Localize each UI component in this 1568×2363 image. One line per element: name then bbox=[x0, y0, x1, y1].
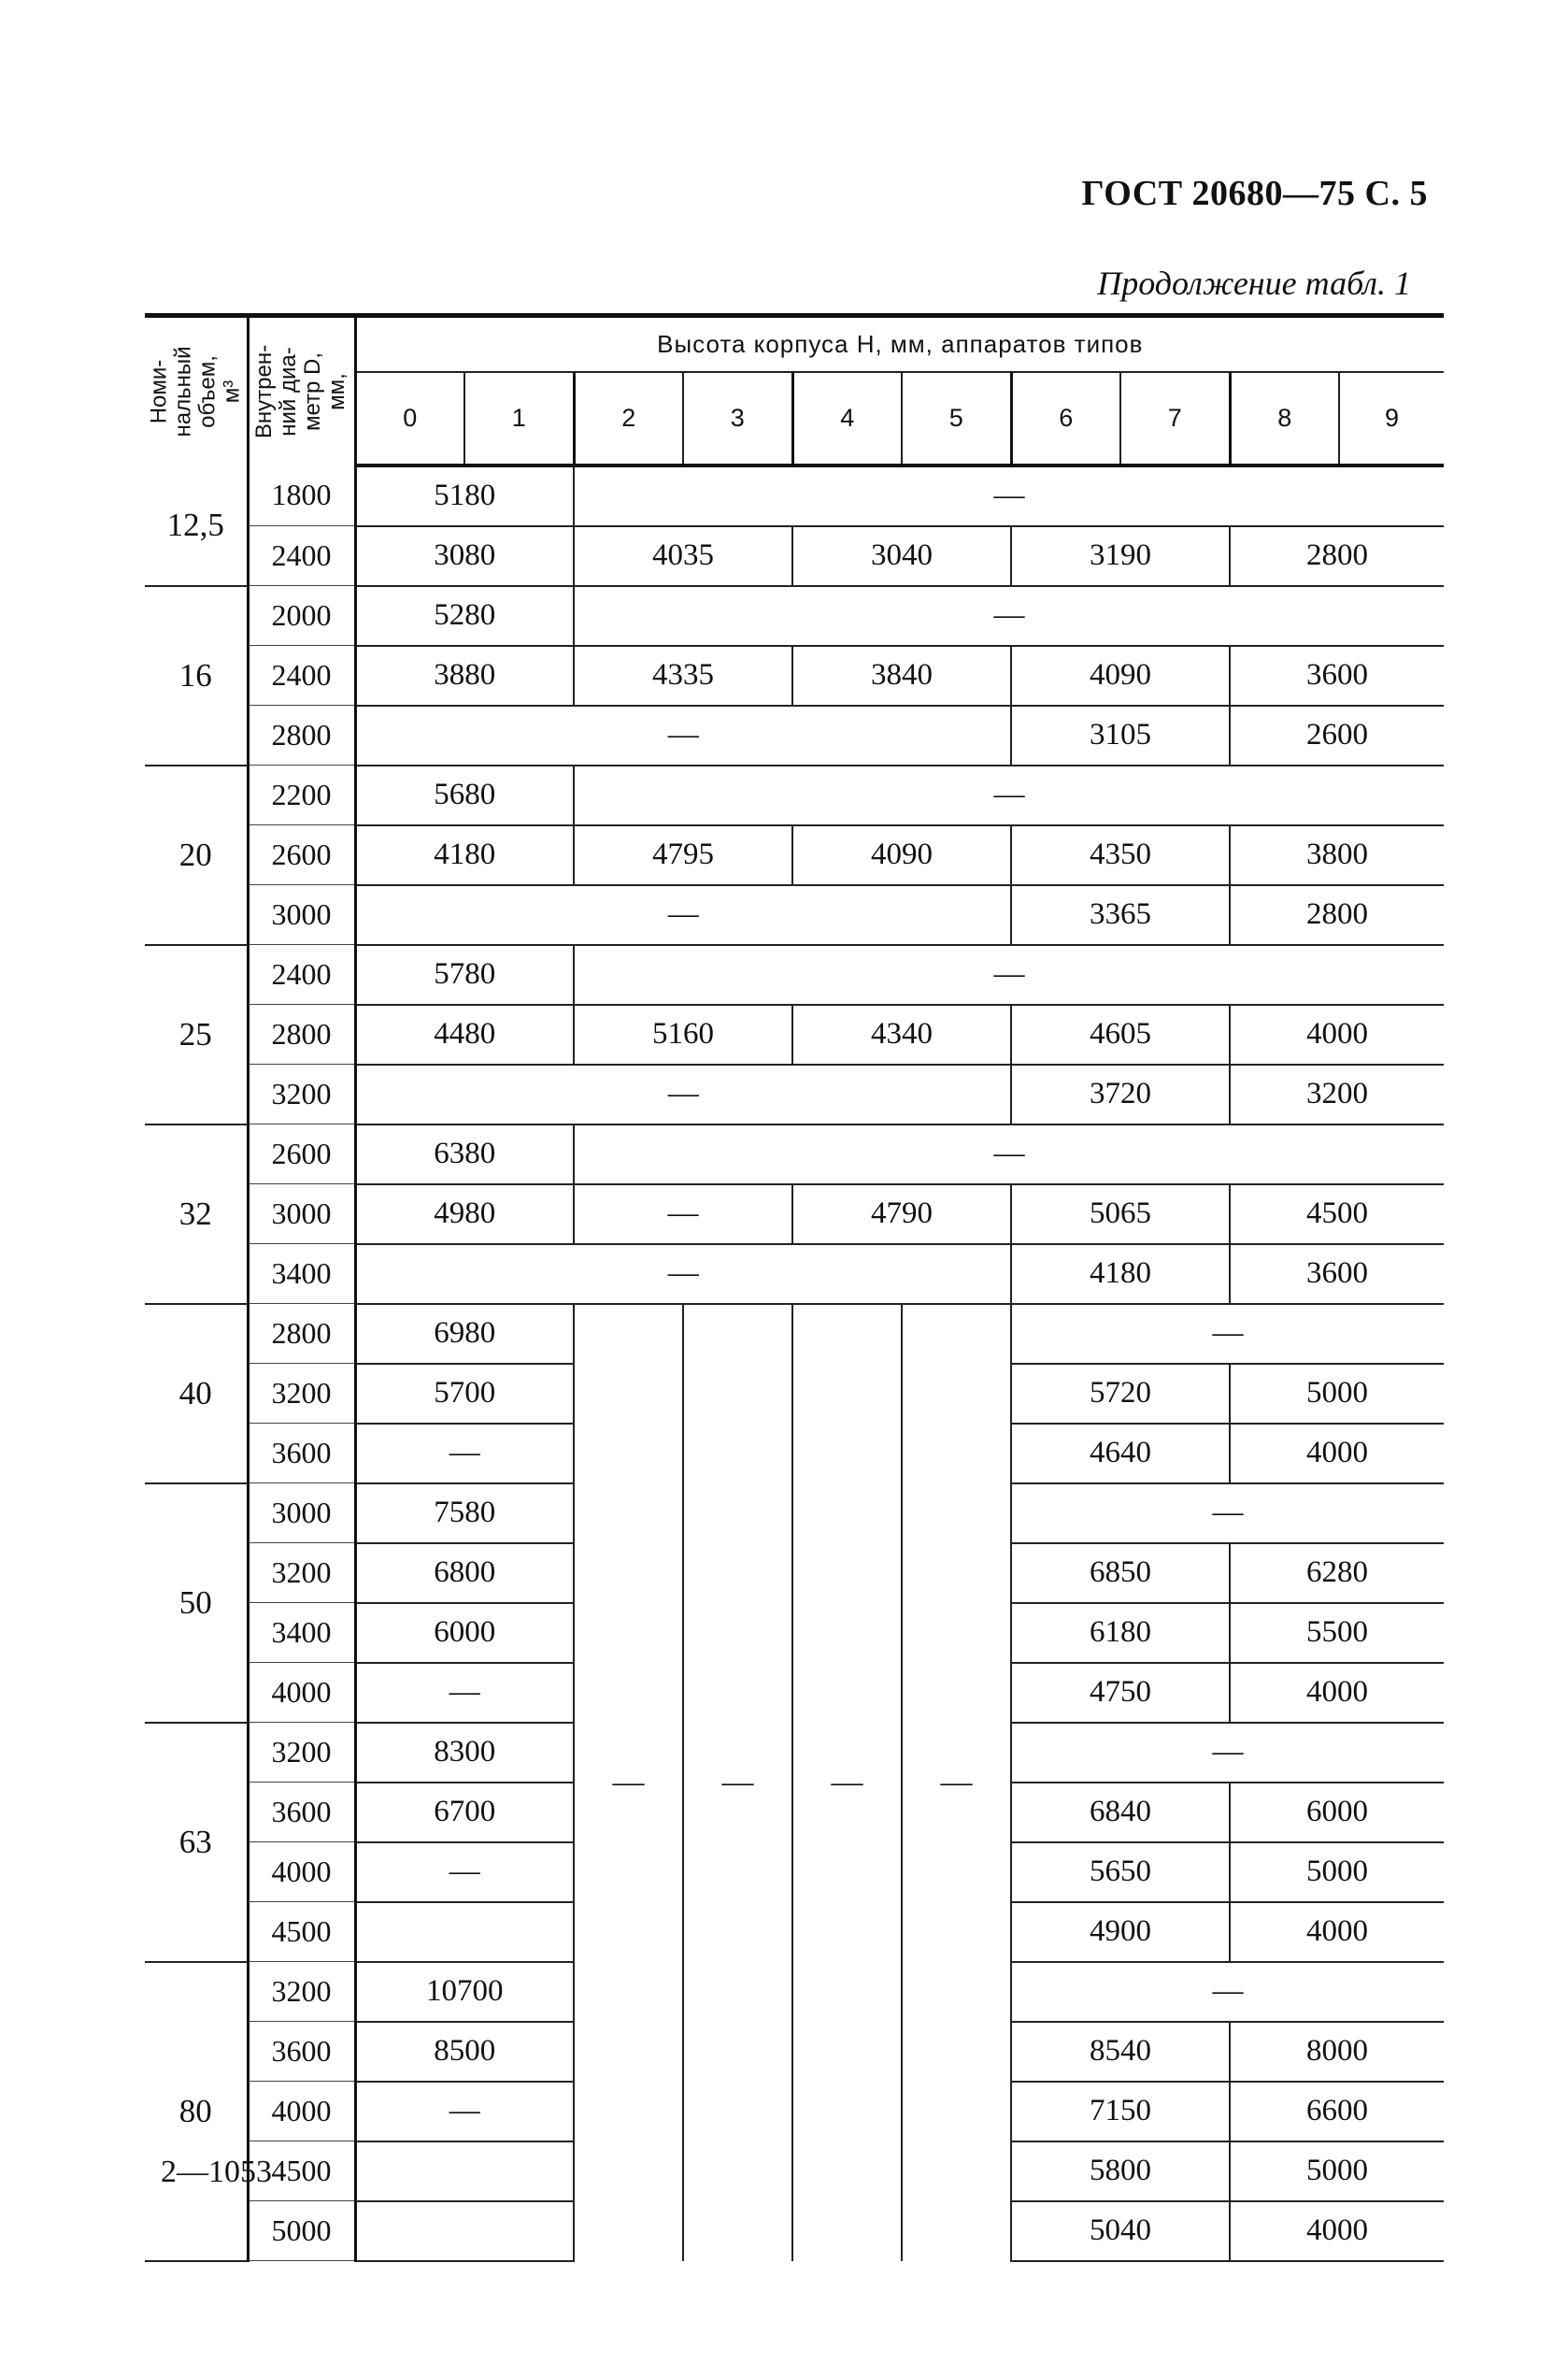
value-type-8-9: 5000 bbox=[1230, 2141, 1444, 2201]
volume-cell: 16 bbox=[145, 586, 248, 766]
diameter-cell: 3600 bbox=[248, 1783, 355, 1842]
value-type-6-7: 4640 bbox=[1011, 1424, 1230, 1483]
value-type-6-7: 6840 bbox=[1011, 1783, 1230, 1842]
diameter-cell: 2400 bbox=[248, 646, 355, 706]
table-row bbox=[145, 1065, 1444, 1124]
value-type-0-1: 4180 bbox=[355, 825, 574, 885]
table-row bbox=[145, 1124, 1444, 1184]
value-type-0-1: 5180 bbox=[355, 465, 574, 526]
value-type-4-5: 3840 bbox=[792, 646, 1011, 706]
value-type-6-7: 5720 bbox=[1011, 1364, 1230, 1424]
value-type-0-1: 8500 bbox=[355, 2022, 574, 2082]
volume-cell: 20 bbox=[145, 766, 248, 945]
value-type-6-7: 4750 bbox=[1011, 1663, 1230, 1723]
value-types-6-9: — bbox=[1011, 1962, 1444, 2022]
value-type-3-block: — bbox=[683, 1304, 792, 2261]
value-type-8-9: 5500 bbox=[1230, 1603, 1444, 1663]
table-row bbox=[145, 766, 1444, 825]
diameter-cell: 4000 bbox=[248, 2082, 355, 2141]
value-type-2-3: 5160 bbox=[574, 1005, 792, 1065]
header-type-4: 4 bbox=[792, 372, 902, 465]
volume-cell: 80 bbox=[145, 1962, 248, 2261]
table-row bbox=[145, 1184, 1444, 1244]
diameter-cell: 3400 bbox=[248, 1244, 355, 1304]
table-row bbox=[145, 526, 1444, 586]
header-type-9: 9 bbox=[1339, 372, 1444, 465]
value-type-8-9: 4500 bbox=[1230, 1184, 1444, 1244]
value-type-0-1: 6700 bbox=[355, 1783, 574, 1842]
diameter-cell: 2400 bbox=[248, 526, 355, 586]
diameter-cell: 4500 bbox=[248, 2141, 355, 2201]
value-types-2-9: — bbox=[574, 465, 1444, 526]
diameter-cell: 3600 bbox=[248, 2022, 355, 2082]
value-type-6-7: 4090 bbox=[1011, 646, 1230, 706]
value-type-6-7: 3190 bbox=[1011, 526, 1230, 586]
value-types-2-9: — bbox=[574, 766, 1444, 825]
value-types-6-9: — bbox=[1011, 1304, 1444, 1364]
value-type-8-9: 4000 bbox=[1230, 1663, 1444, 1723]
volume-cell: 40 bbox=[145, 1304, 248, 1483]
value-type-0-1: 3880 bbox=[355, 646, 574, 706]
value-type-0-1 bbox=[355, 2201, 574, 2261]
header-diameter: Внутрен- ний диа- метр D, мм, bbox=[248, 316, 355, 465]
value-type-8-9: 2800 bbox=[1230, 885, 1444, 945]
diameter-cell: 4000 bbox=[248, 1663, 355, 1723]
value-type-6-7: 7150 bbox=[1011, 2082, 1230, 2141]
value-type-8-9: 8000 bbox=[1230, 2022, 1444, 2082]
value-type-8-9: 6280 bbox=[1230, 1543, 1444, 1603]
value-type-0-1: 7580 bbox=[355, 1483, 574, 1543]
table-row bbox=[145, 825, 1444, 885]
value-types-2-9: — bbox=[574, 1124, 1444, 1184]
diameter-cell: 3600 bbox=[248, 1424, 355, 1483]
diameter-cell: 3200 bbox=[248, 1723, 355, 1783]
table-row bbox=[145, 1244, 1444, 1304]
value-type-0-1: 4980 bbox=[355, 1184, 574, 1244]
value-type-0-1: 6800 bbox=[355, 1543, 574, 1603]
value-type-0-1 bbox=[355, 2141, 574, 2201]
value-type-6-7: 5800 bbox=[1011, 2141, 1230, 2201]
volume-cell: 50 bbox=[145, 1483, 248, 1723]
value-type-8-9: 2800 bbox=[1230, 526, 1444, 586]
diameter-cell: 3000 bbox=[248, 1184, 355, 1244]
page-header: ГОСТ 20680—75 С. 5 bbox=[1081, 174, 1428, 213]
value-types-0-5: — bbox=[355, 885, 1011, 945]
value-type-0-1: 5700 bbox=[355, 1364, 574, 1424]
value-type-8-9: 4000 bbox=[1230, 1424, 1444, 1483]
value-types-2-9: — bbox=[574, 586, 1444, 646]
table-continuation-label: Продолжение табл. 1 bbox=[1097, 265, 1411, 302]
value-type-0-1: — bbox=[355, 1424, 574, 1483]
value-type-0-1: 3080 bbox=[355, 526, 574, 586]
value-type-6-7: 4605 bbox=[1011, 1005, 1230, 1065]
diameter-cell: 2200 bbox=[248, 766, 355, 825]
value-type-4-5: 4340 bbox=[792, 1005, 1011, 1065]
value-type-8-9: 4000 bbox=[1230, 1005, 1444, 1065]
value-type-6-7: 5650 bbox=[1011, 1842, 1230, 1902]
value-type-8-9: 4000 bbox=[1230, 2201, 1444, 2261]
value-type-0-1: 5280 bbox=[355, 586, 574, 646]
value-type-6-7: 4900 bbox=[1011, 1902, 1230, 1962]
value-type-8-9: 6600 bbox=[1230, 2082, 1444, 2141]
header-volume: Номи- нальный объем, м³ bbox=[145, 316, 248, 465]
value-type-0-1: 5780 bbox=[355, 945, 574, 1005]
diameter-cell: 2600 bbox=[248, 1124, 355, 1184]
diameter-cell: 2600 bbox=[248, 825, 355, 885]
value-type-8-9: 3600 bbox=[1230, 1244, 1444, 1304]
value-type-6-7: 5040 bbox=[1011, 2201, 1230, 2261]
value-type-8-9: 4000 bbox=[1230, 1902, 1444, 1962]
table-row bbox=[145, 885, 1444, 945]
height-table bbox=[145, 313, 1444, 2262]
value-type-8-9: 3800 bbox=[1230, 825, 1444, 885]
diameter-cell: 2000 bbox=[248, 586, 355, 646]
value-types-0-5: — bbox=[355, 1065, 1011, 1124]
table-row bbox=[145, 1304, 1444, 1364]
value-type-0-1: — bbox=[355, 1842, 574, 1902]
diameter-cell: 3400 bbox=[248, 1603, 355, 1663]
table-row bbox=[145, 646, 1444, 706]
value-type-2-3: — bbox=[574, 1184, 792, 1244]
diameter-cell: 2800 bbox=[248, 1005, 355, 1065]
header-type-6: 6 bbox=[1011, 372, 1120, 465]
value-type-0-1: 6380 bbox=[355, 1124, 574, 1184]
value-type-8-9: 3200 bbox=[1230, 1065, 1444, 1124]
value-type-4-5: 4790 bbox=[792, 1184, 1011, 1244]
diameter-cell: 2800 bbox=[248, 1304, 355, 1364]
value-type-8-9: 5000 bbox=[1230, 1842, 1444, 1902]
table-row bbox=[145, 945, 1444, 1005]
value-type-2-block: — bbox=[574, 1304, 683, 2261]
volume-cell: 25 bbox=[145, 945, 248, 1124]
page-footer: 2—1053 bbox=[161, 2155, 272, 2189]
value-type-6-7: 5065 bbox=[1011, 1184, 1230, 1244]
diameter-cell: 3200 bbox=[248, 1065, 355, 1124]
header-type-7: 7 bbox=[1120, 372, 1230, 465]
value-type-6-7: 3105 bbox=[1011, 706, 1230, 766]
value-type-8-9: 5000 bbox=[1230, 1364, 1444, 1424]
diameter-cell: 3000 bbox=[248, 1483, 355, 1543]
value-type-8-9: 2600 bbox=[1230, 706, 1444, 766]
diameter-cell: 2400 bbox=[248, 945, 355, 1005]
diameter-cell: 2800 bbox=[248, 706, 355, 766]
diameter-cell: 3200 bbox=[248, 1364, 355, 1424]
value-type-0-1: 6980 bbox=[355, 1304, 574, 1364]
volume-cell: 63 bbox=[145, 1723, 248, 1962]
value-types-0-5: — bbox=[355, 1244, 1011, 1304]
diameter-cell: 1800 bbox=[248, 465, 355, 526]
value-type-0-1: 6000 bbox=[355, 1603, 574, 1663]
value-type-6-7: 4350 bbox=[1011, 825, 1230, 885]
table-row bbox=[145, 706, 1444, 766]
value-types-6-9: — bbox=[1011, 1483, 1444, 1543]
value-type-4-5: 3040 bbox=[792, 526, 1011, 586]
value-type-8-9: 6000 bbox=[1230, 1783, 1444, 1842]
header-type-2: 2 bbox=[574, 372, 683, 465]
value-type-2-3: 4335 bbox=[574, 646, 792, 706]
value-type-6-7: 6850 bbox=[1011, 1543, 1230, 1603]
header-type-1: 1 bbox=[464, 372, 574, 465]
value-type-0-1 bbox=[355, 1902, 574, 1962]
value-types-0-5: — bbox=[355, 706, 1011, 766]
value-type-6-7: 3720 bbox=[1011, 1065, 1230, 1124]
value-type-4-block: — bbox=[792, 1304, 902, 2261]
header-type-0: 0 bbox=[355, 372, 464, 465]
diameter-cell: 5000 bbox=[248, 2201, 355, 2261]
value-type-0-1: 10700 bbox=[355, 1962, 574, 2022]
diameter-cell: 3000 bbox=[248, 885, 355, 945]
table-row bbox=[145, 465, 1444, 526]
header-type-8: 8 bbox=[1230, 372, 1339, 465]
value-type-6-7: 6180 bbox=[1011, 1603, 1230, 1663]
value-type-0-1: 8300 bbox=[355, 1723, 574, 1783]
value-type-0-1: — bbox=[355, 1663, 574, 1723]
diameter-cell: 4000 bbox=[248, 1842, 355, 1902]
header-height-group: Высота корпуса H, мм, аппаратов типов bbox=[355, 316, 1444, 372]
value-type-2-3: 4795 bbox=[574, 825, 792, 885]
value-type-6-7: 3365 bbox=[1011, 885, 1230, 945]
volume-cell: 12,5 bbox=[145, 465, 248, 586]
header-type-3: 3 bbox=[683, 372, 792, 465]
diameter-cell: 3200 bbox=[248, 1962, 355, 2022]
diameter-cell: 4500 bbox=[248, 1902, 355, 1962]
value-type-8-9: 3600 bbox=[1230, 646, 1444, 706]
value-types-2-9: — bbox=[574, 945, 1444, 1005]
diameter-cell: 3200 bbox=[248, 1543, 355, 1603]
volume-cell: 32 bbox=[145, 1124, 248, 1304]
table-row bbox=[145, 1005, 1444, 1065]
value-type-0-1: 5680 bbox=[355, 766, 574, 825]
value-type-2-3: 4035 bbox=[574, 526, 792, 586]
value-type-0-1: 4480 bbox=[355, 1005, 574, 1065]
value-type-6-7: 4180 bbox=[1011, 1244, 1230, 1304]
header-type-5: 5 bbox=[902, 372, 1011, 465]
value-type-4-5: 4090 bbox=[792, 825, 1011, 885]
value-type-6-7: 8540 bbox=[1011, 2022, 1230, 2082]
table-row bbox=[145, 586, 1444, 646]
value-types-6-9: — bbox=[1011, 1723, 1444, 1783]
value-type-5-block: — bbox=[902, 1304, 1011, 2261]
value-type-0-1: — bbox=[355, 2082, 574, 2141]
